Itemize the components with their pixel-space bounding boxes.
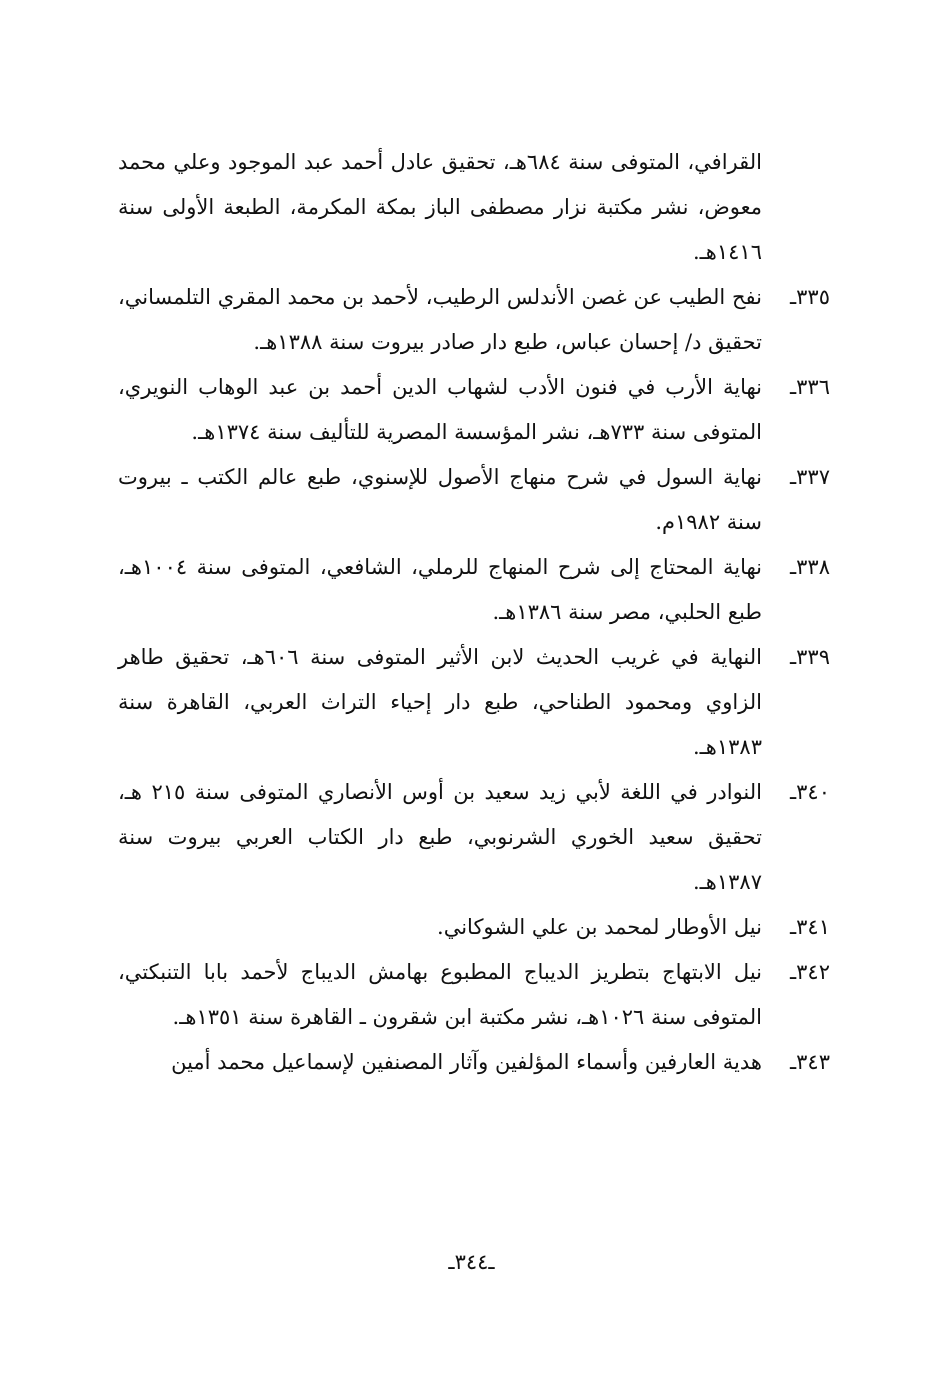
entry-number: ٣٣٨ـ xyxy=(790,555,830,579)
entry-number: ٣٤١ـ xyxy=(790,915,830,939)
entry-text: القرافي، المتوفى سنة ٦٨٤هـ، تحقيق عادل أحمد عبد الموجود وعلي محمد معوض، نشر مكتبة نزار مصطفى الباز بمكة المكرمة، الطبعة الأولى سنة ١٤١٦هـ. xyxy=(118,150,762,264)
bibliography-list xyxy=(118,140,830,1085)
entry-text: هدية العارفين وأسماء المؤلفين وآثار المصنفين لإسماعيل محمد أمين xyxy=(171,1050,762,1074)
bibliography-entry-337 xyxy=(118,455,830,545)
entry-number: ٣٣٦ـ xyxy=(790,375,830,399)
entry-number: ٣٣٩ـ xyxy=(790,645,830,669)
bibliography-entry-335 xyxy=(118,275,830,365)
page-number: ـ٣٤٤ـ xyxy=(448,1250,495,1274)
entry-number: ٣٤٢ـ xyxy=(790,960,830,984)
entry-text: نهاية الأرب في فنون الأدب لشهاب الدين أحمد بن عبد الوهاب النويري، المتوفى سنة ٧٣٣هـ، نشر المؤسسة المصرية للتأليف سنة ١٣٧٤هـ. xyxy=(118,375,762,444)
entry-text: النهاية في غريب الحديث لابن الأثير المتوفى سنة ٦٠٦هـ، تحقيق طاهر الزاوي ومحمود الطناحي، طبع دار إحياء التراث العربي، القاهرة سنة ١٣٨٣هـ. xyxy=(118,645,762,759)
entry-number: ٣٤٣ـ xyxy=(790,1050,830,1074)
entry-text: نيل الأوطار لمحمد بن علي الشوكاني. xyxy=(437,915,762,939)
entry-text: نفح الطيب عن غصن الأندلس الرطيب، لأحمد بن محمد المقري التلمساني، تحقيق د/ إحسان عباس، طبع دار صادر بيروت سنة ١٣٨٨هـ. xyxy=(118,285,762,354)
entry-number: ٣٣٥ـ xyxy=(790,285,830,309)
entry-text: نيل الابتهاج بتطريز الديباج المطبوع بهامش الديباج لأحمد بابا التنبكتي، المتوفى سنة ١٠٢٦هـ، نشر مكتبة ابن شقرون ـ القاهرة سنة ١٣٥١هـ. xyxy=(118,960,762,1029)
bibliography-entry-342 xyxy=(118,950,830,1040)
entry-number: ٣٣٧ـ xyxy=(790,465,830,489)
bibliography-entry-338 xyxy=(118,545,830,635)
bibliography-entry-340 xyxy=(118,770,830,905)
continued-entry xyxy=(118,140,830,275)
entry-text: نهاية المحتاج إلى شرح المنهاج للرملي، الشافعي، المتوفى سنة ١٠٠٤هـ، طبع الحلبي، مصر سنة ١٣٨٦هـ. xyxy=(118,555,762,624)
bibliography-entry-336 xyxy=(118,365,830,455)
bibliography-entry-341 xyxy=(118,905,830,950)
bibliography-entry-339 xyxy=(118,635,830,770)
bibliography-entry-343 xyxy=(118,1040,830,1085)
entry-text: النوادر في اللغة لأبي زيد سعيد بن أوس الأنصاري المتوفى سنة ٢١٥ هـ، تحقيق سعيد الخوري الشرنوبي، طبع دار الكتاب العربي بيروت سنة ١٣٨٧هـ. xyxy=(118,780,762,894)
entry-number: ٣٤٠ـ xyxy=(790,780,830,804)
entry-text: نهاية السول في شرح منهاج الأصول للإسنوي، طبع عالم الكتب ـ بيروت سنة ١٩٨٢م. xyxy=(118,465,762,534)
